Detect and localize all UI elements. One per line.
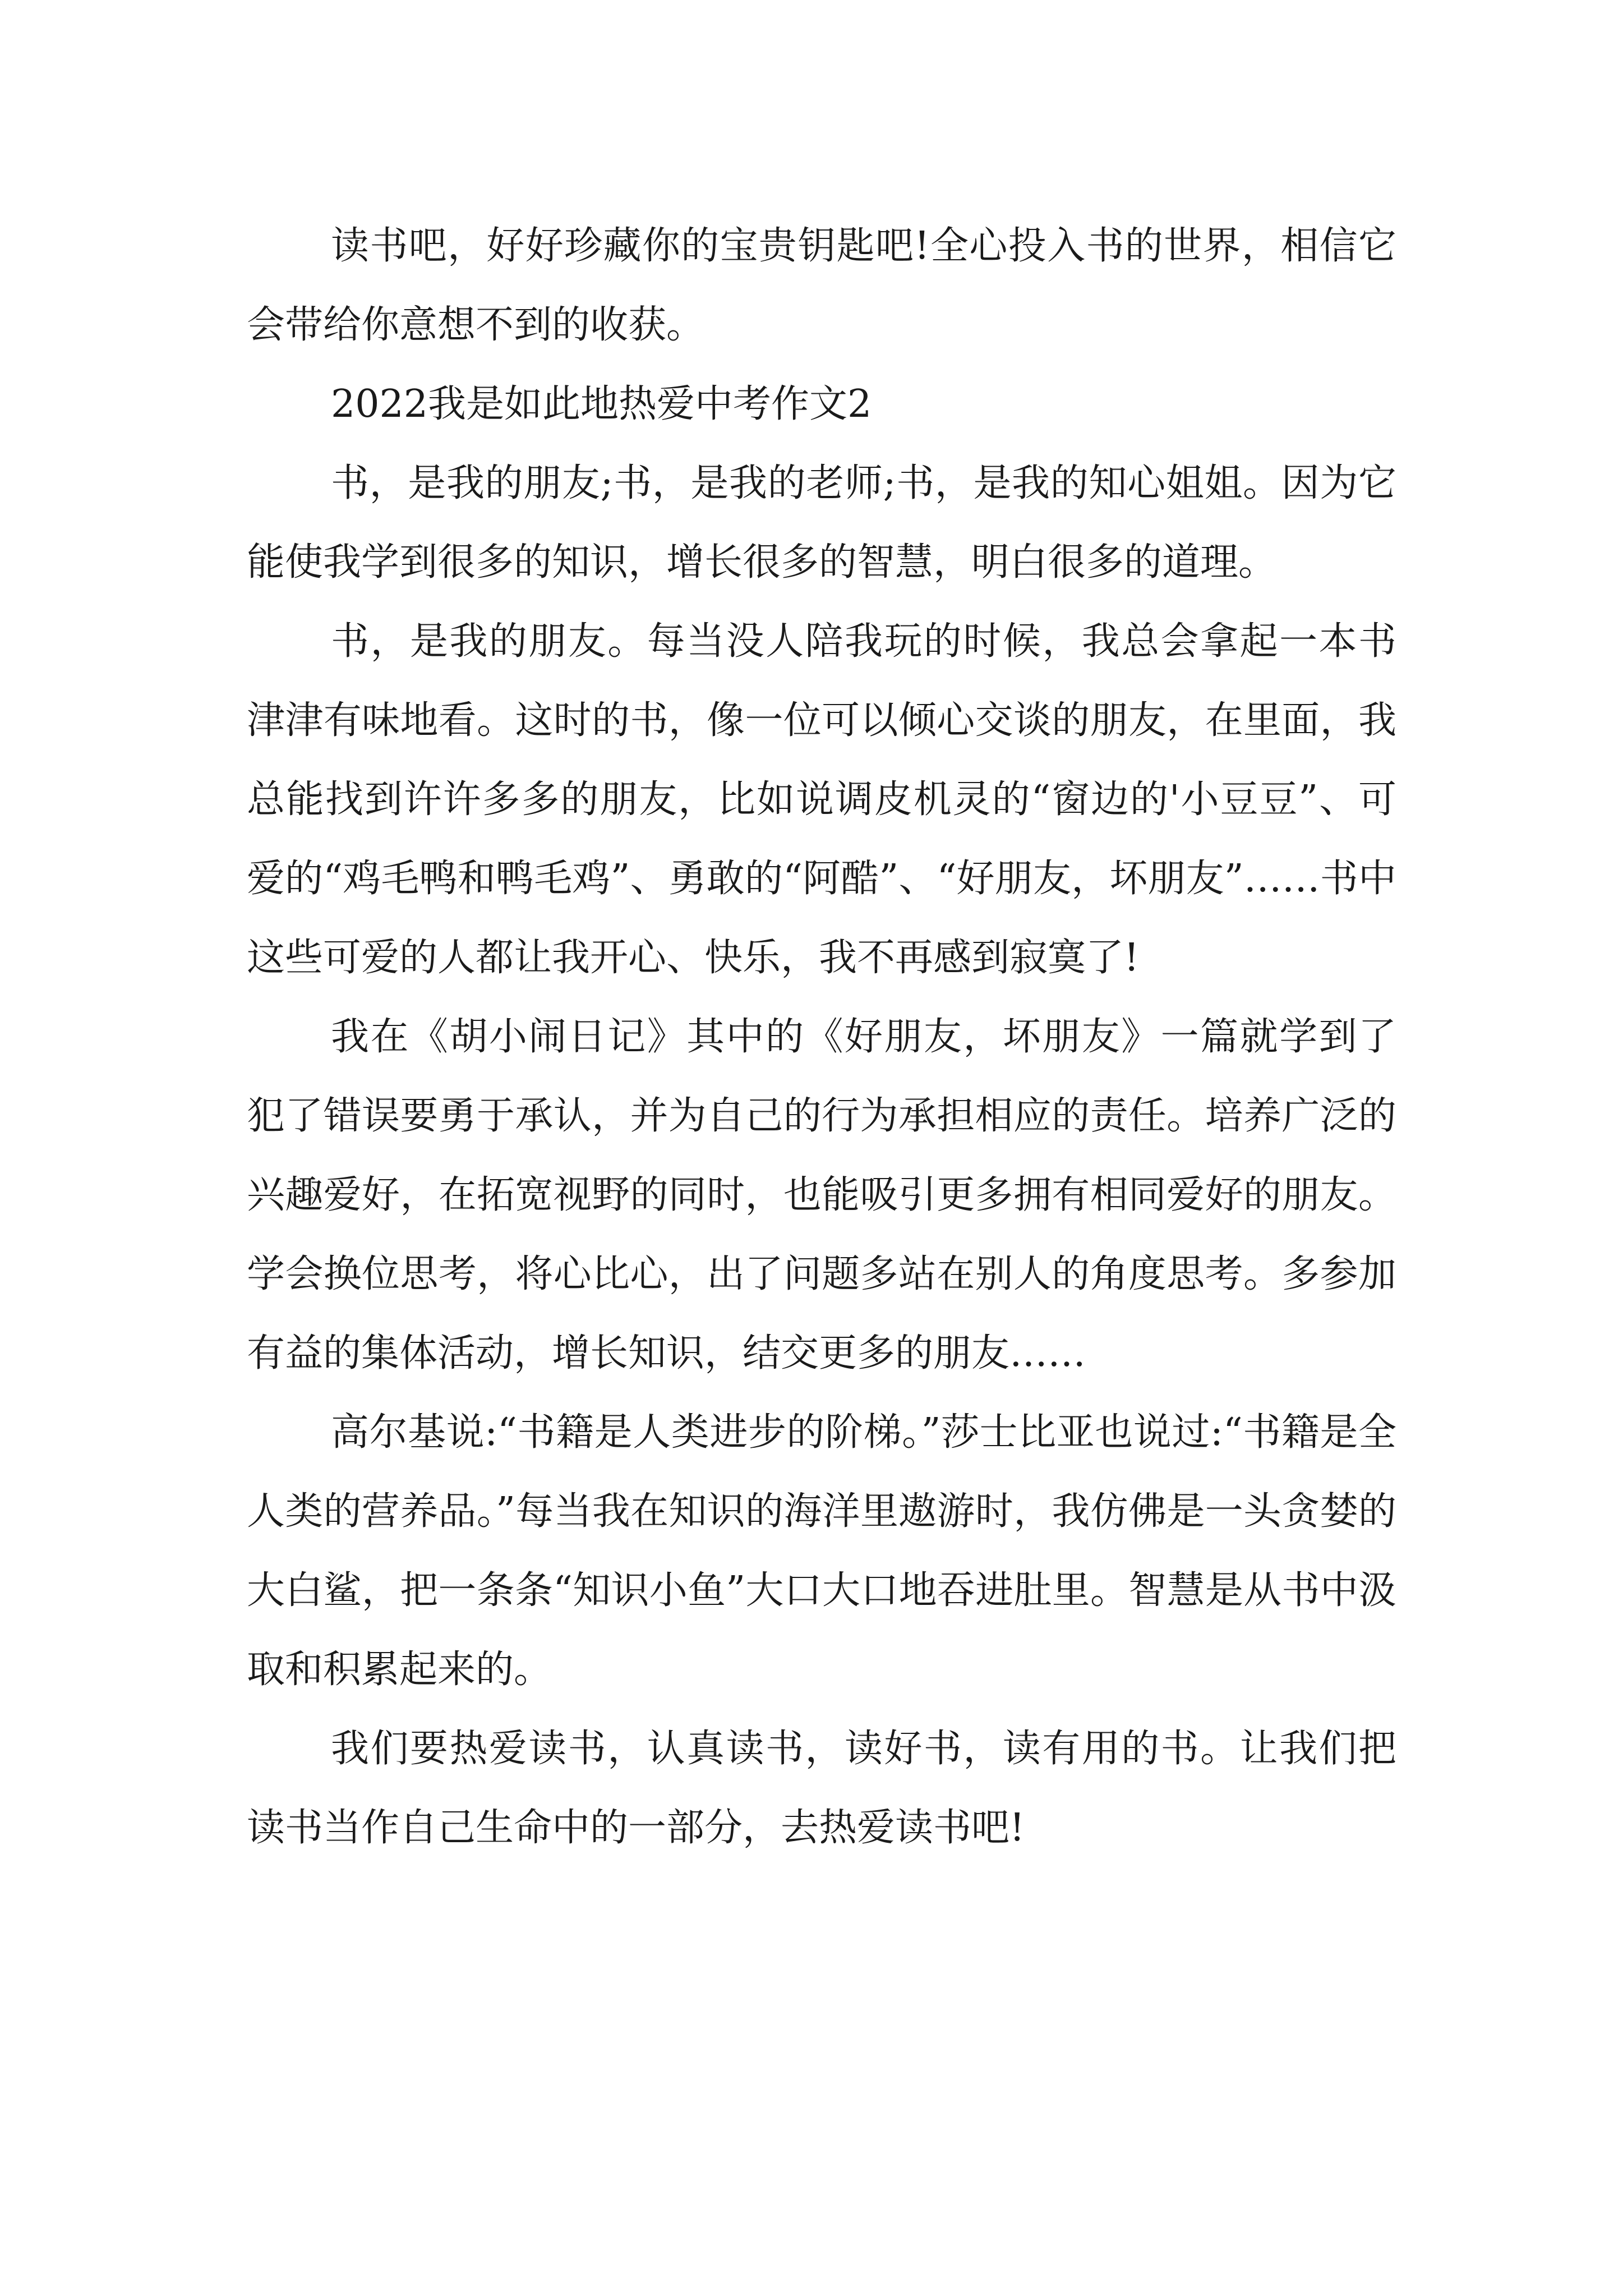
document-body [247, 206, 1396, 1867]
essay-title: 2022我是如此地热爱中考作文2 [331, 382, 872, 426]
paragraph-conclusion: 我们要热爱读书，认真读书，读好书，读有用的书。让我们把读书当作自己生命中的一部分，去热爱读书吧! [247, 1727, 1396, 1850]
paragraph-book-is-friend: 书，是我的朋友。每当没人陪我玩的时候，我总会拿起一本书津津有味地看。这时的书，像一位可以倾心交谈的朋友，在里面，我总能找到许许多多的朋友，比如说调皮机灵的“窗边的'小豆豆”、可爱的“鸡毛鸭和鸭毛鸡”、勇敢的“阿酷”、“好朋友，坏朋友”……书中这些可爱的人都让我开心、快乐，我不再感到寂寞了! [247, 619, 1396, 980]
paragraph-book-is-friend-teacher: 书，是我的朋友;书，是我的老师;书，是我的知心姐姐。因为它能使我学到很多的知识，增长很多的智慧，明白很多的道理。 [247, 461, 1396, 585]
paragraph-closing-reading: 读书吧，好好珍藏你的宝贵钥匙吧!全心投入书的世界，相信它会带给你意想不到的收获。 [247, 224, 1396, 347]
paragraph-diary-lessons: 我在《胡小闹日记》其中的《好朋友，坏朋友》一篇就学到了犯了错误要勇于承认，并为自己的行为承担相应的责任。培养广泛的兴趣爱好，在拓宽视野的同时，也能吸引更多拥有相同爱好的朋友。学会换位思考，将心比心，出了问题多站在别人的角度思考。多参加有益的集体活动，增长知识，结交更多的朋友…… [247, 1015, 1396, 1375]
paragraph-quotes: 高尔基说:“书籍是人类进步的阶梯。”莎士比亚也说过:“书籍是全人类的营养品。”每当我在知识的海洋里遨游时，我仿佛是一头贪婪的大白鲨，把一条条“知识小鱼”大口大口地吞进肚里。智慧是从书中汲取和积累起来的。 [247, 1410, 1396, 1692]
